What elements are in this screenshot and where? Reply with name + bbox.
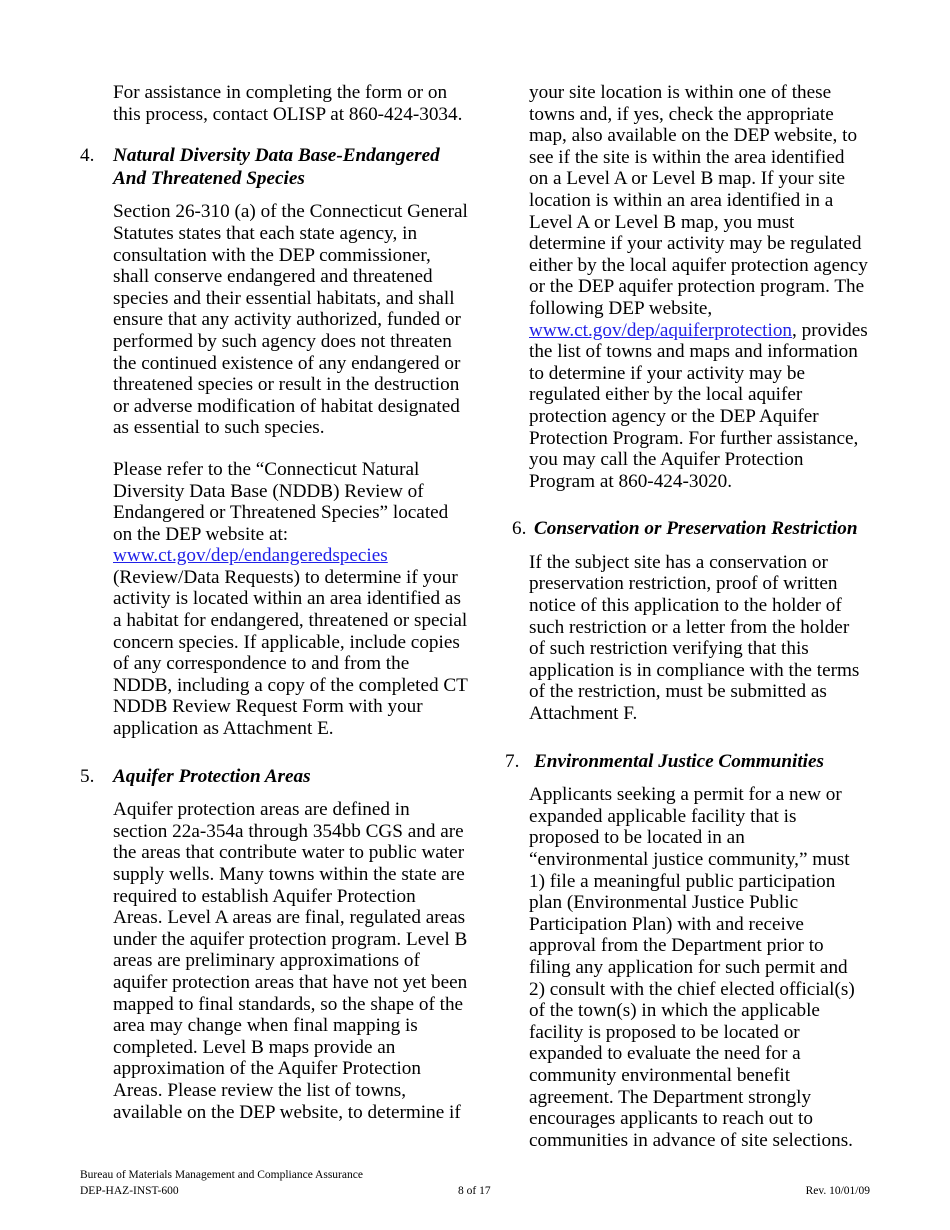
spacer <box>80 439 468 459</box>
right-column <box>500 82 868 1151</box>
section-5-number: 5. <box>80 765 95 787</box>
section-6-number: 6. <box>512 518 527 540</box>
spacer <box>80 125 468 145</box>
section-6-title: Conservation or Preservation Restriction <box>534 518 858 540</box>
section-4-paragraph-2-text-before-link: Please refer to the “Connecticut Natural Diversity Data Base (NDDB) Review of Endangered or Threatened Species” located on the DEP website at: <box>113 458 449 545</box>
spacer <box>80 190 468 201</box>
spacer <box>500 773 868 784</box>
spacer <box>80 788 468 799</box>
section-5-continuation-paragraph <box>529 82 868 492</box>
footer-bureau: Bureau of Materials Management and Compliance Assurance <box>80 1169 363 1181</box>
section-4-paragraph-2-text-after-link: (Review/Data Requests) to determine if your activity is located within an area identified as a habitat for endangered, threatened or special concern species. If applicable, include copies of any correspondence to and from the NDDB, including a copy of the completed CT NDDB Review Request Form with your application as Attachment E. <box>113 566 468 740</box>
section-5-title: Aquifer Protection Areas <box>113 765 311 787</box>
section-7-heading <box>505 751 868 774</box>
section-4-paragraph-2 <box>113 459 468 740</box>
footer-bottom-row <box>80 1184 870 1200</box>
section-4-title: Natural Diversity Data Base-Endangered And Threatened Species <box>113 145 440 189</box>
spacer <box>500 725 868 751</box>
left-column <box>80 82 468 1123</box>
section-5-paragraph-1: Aquifer protection areas are defined in section 22a-354a through 354bb CGS and are the areas that contribute water to public water supply wells. Many towns within the state are required to establish Aquifer Protection Areas. Level A areas are final, regulated areas under the aquifer protection program. Level B areas are preliminary approximations of aquifer protection areas that have not yet been mapped to final standards, so the shape of the area may change when final mapping is completed. Level B maps provide an approximation of the Aquifer Protection Areas. Please review the list of towns, available on the DEP website, to determine if <box>113 799 468 1123</box>
section-5-continuation-text-before-link: your site location is within one of these towns and, if yes, check the appropriate map, also available on the DEP website, to see if the site is within the area identified on a Level A or Level B map. If your site location is within an area identified in a Level A or Level B map, you must determine if your activity may be regulated either by the local aquifer protection agency or the DEP aquifer protection program. The following DEP website, <box>529 82 868 319</box>
intro-paragraph: For assistance in completing the form or on this process, contact OLISP at 860-424-3034. <box>113 82 463 125</box>
spacer <box>500 541 868 552</box>
section-6-paragraph-1: If the subject site has a conservation or preservation restriction, proof of written notice of this application to the holder of such restriction or a letter from the holder of such restriction verifying that this application is in compliance with the terms of the restriction, must be submitted as Attachment F. <box>529 551 860 725</box>
aquifer-protection-link[interactable]: www.ct.gov/dep/aquiferprotection <box>529 319 793 341</box>
footer-form-id: DEP-HAZ-INST-600 <box>80 1184 179 1197</box>
footer-revision: Rev. 10/01/09 <box>805 1184 870 1197</box>
section-5-continuation-text-after-link: , provides the list of towns and maps and information to determine if your activity may be regulated either by the local aquifer protection agency or the DEP Aquifer Protection Program. For further assistance, you may call the Aquifer Protection Program at 860-424-3020. <box>529 319 868 492</box>
section-4-heading <box>80 145 468 190</box>
spacer <box>80 740 468 766</box>
section-7-paragraph-1: Applicants seeking a permit for a new or expanded applicable facility that is proposed to be located in an “environmental justice community,” must 1) file a meaningful public participation plan (Environmental Justice Public Participation Plan) with and receive approval from the Department prior to filing any application for such permit and 2) consult with the chief elected official(s) of the town(s) in which the applicable facility is proposed to be located or expanded to evaluate the need for a community environmental benefit agreement. The Department strongly encourages applicants to reach out to communities in advance of site selections. <box>529 784 855 1151</box>
section-6-heading <box>512 518 868 541</box>
spacer <box>500 492 868 518</box>
section-4-paragraph-1: Section 26-310 (a) of the Connecticut General Statutes states that each state agency, in consultation with the DEP commissioner, shall conserve endangered and threatened species and their essential habitats, and shall ensure that any activity authorized, funded or performed by such agency does not threaten the continued existence of any endangered or threatened species or result in the destruction or adverse modification of habitat designated as essential to such species. <box>113 201 468 439</box>
footer-page-number: 8 of 17 <box>458 1184 491 1197</box>
section-4-number: 4. <box>80 145 95 167</box>
section-5-heading <box>80 766 468 789</box>
endangered-species-link[interactable]: www.ct.gov/dep/endangeredspecies <box>113 545 388 567</box>
section-7-number: 7. <box>505 750 520 772</box>
page-footer <box>80 1168 870 1200</box>
section-7-title: Environmental Justice Communities <box>534 750 824 772</box>
